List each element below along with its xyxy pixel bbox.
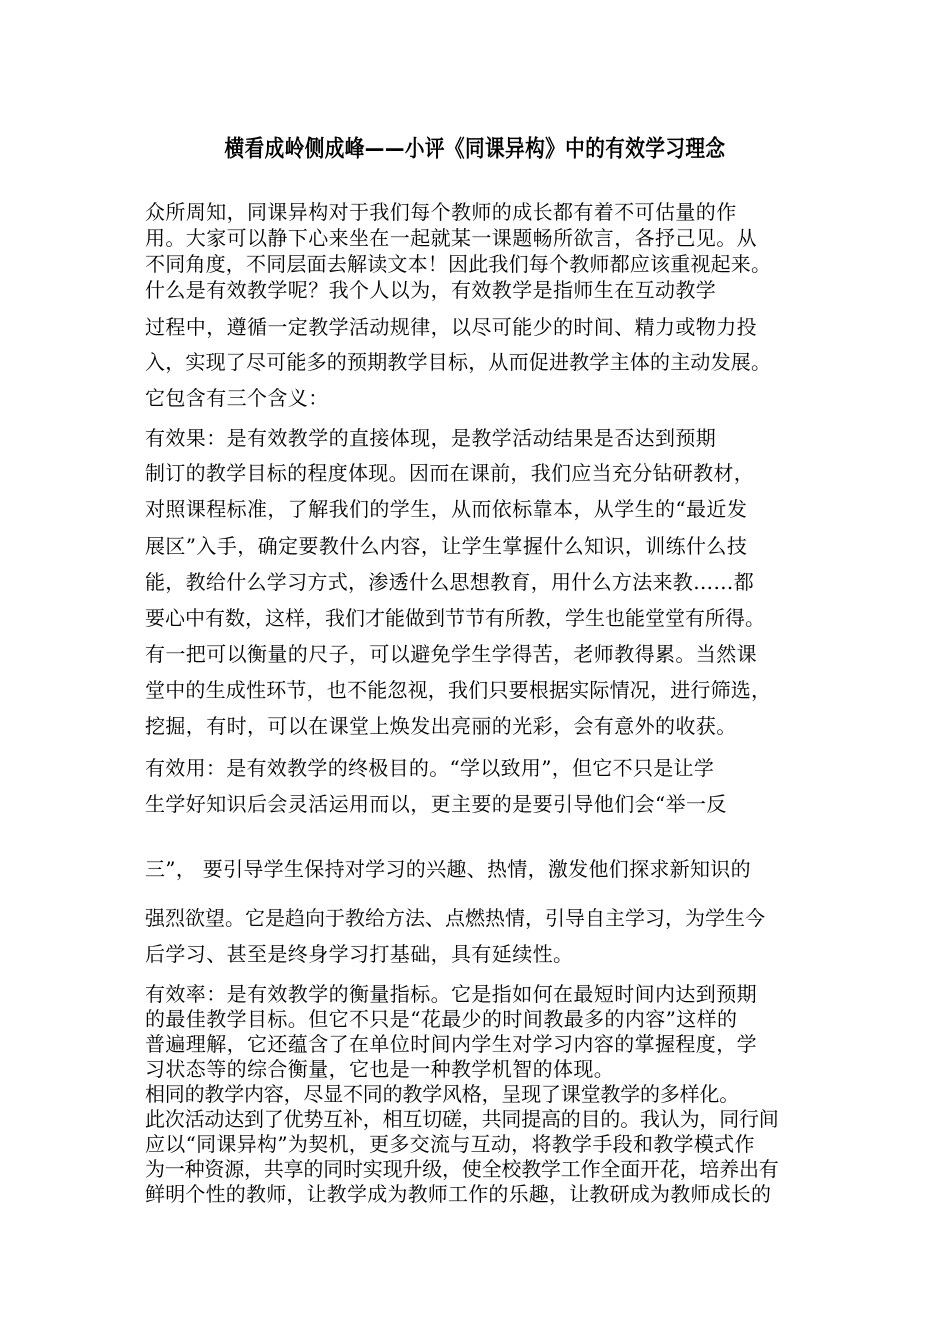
paragraph-line: 展区”入手，确定要教什么内容，让学生掌握什么知识，训练什么技 xyxy=(145,534,748,558)
paragraph-line: 挖掘，有时，可以在课堂上焕发出亮丽的光彩，会有意外的收获。 xyxy=(145,714,737,738)
paragraph-line: 堂中的生成性环节，也不能忽视，我们只要根据实际情况，进行筛选， xyxy=(145,678,772,702)
paragraph-line: 众所周知，同课异构对于我们每个教师的成长都有着不可估量的作 xyxy=(145,200,737,224)
paragraph-line: 为一种资源，共享的同时实现升级，使全校教学工作全面开花，培养出有 xyxy=(145,1157,779,1181)
paragraph-line: 普遍理解，它还蕴含了在单位时间内学生对学习内容的掌握程度，学 xyxy=(145,1032,757,1056)
paragraph-line: 不同角度，不同层面去解读文本！因此我们每个教师都应该重视起来。 xyxy=(145,252,772,276)
paragraph-line: 三”， 要引导学生保持对学习的兴趣、热情，激发他们探求新知识的 xyxy=(145,857,751,881)
paragraph-line: 有效用：是有效教学的终极目的。“学以致用”，但它不只是让学 xyxy=(145,756,715,780)
paragraph-line: 鲜明个性的教师，让教学成为教师工作的乐趣，让教研成为教师成长的 xyxy=(145,1182,772,1206)
paragraph-line: 入，实现了尽可能多的预期教学目标，从而促进教学主体的主动发展。 xyxy=(145,350,772,374)
paragraph-line: 相同的教学内容，尽显不同的教学风格，呈现了课堂教学的多样化。 xyxy=(145,1082,739,1106)
paragraph-line: 它包含有三个含义： xyxy=(145,386,329,410)
paragraph-line: 用。大家可以静下心来坐在一起就某一课题畅所欲言，各抒己见。从 xyxy=(145,226,757,250)
paragraph-line: 能，教给什么学习方式，渗透什么思想教育，用什么方法来教……都 xyxy=(145,570,754,594)
paragraph-line: 后学习、甚至是终身学习打基础，具有延续性。 xyxy=(145,942,574,966)
paragraph-line: 的最佳教学目标。但它不只是“花最少的时间教最多的内容”这样的 xyxy=(145,1007,738,1031)
paragraph-line: 过程中，遵循一定教学活动规律，以尽可能少的时间、精力或物力投 xyxy=(145,315,757,339)
paragraph-line: 制订的教学目标的程度体现。因而在课前，我们应当充分钻研教材， xyxy=(145,461,754,485)
paragraph-line: 什么是有效教学呢？我个人以为，有效教学是指师生在互动教学 xyxy=(145,278,717,302)
paragraph-line: 此次活动达到了优势互补，相互切磋，共同提高的目的。我认为，同行间 xyxy=(145,1107,779,1131)
paragraph-line: 强烈欲望。它是趋向于教给方法、点燃热情，引导自主学习，为学生今 xyxy=(145,906,765,930)
paragraph-line: 生学好知识后会灵活运用而以，更主要的是要引导他们会“举一反 xyxy=(145,792,727,816)
paragraph-line: 习状态等的综合衡量，它也是一种教学机智的体现。 xyxy=(145,1057,615,1081)
paragraph-line: 有效果：是有效教学的直接体现，是教学活动结果是否达到预期 xyxy=(145,426,717,450)
paragraph-line: 有效率：是有效教学的衡量指标。它是指如何在最短时间内达到预期 xyxy=(145,982,757,1006)
paragraph-line: 应以“同课异构”为契机，更多交流与互动，将教学手段和教学模式作 xyxy=(145,1132,755,1156)
paragraph-line: 要心中有数，这样，我们才能做到节节有所教，学生也能堂堂有所得。 xyxy=(145,606,765,630)
paragraph-line: 有一把可以衡量的尺子，可以避免学生学得苦，老师教得累。当然课 xyxy=(145,642,757,666)
paragraph-line: 对照课程标准，了解我们的学生，从而依标靠本，从学生的“最近发 xyxy=(145,497,748,521)
document-title: 横看成岭侧成峰——小评《同课异构》中的有效学习理念 xyxy=(224,135,726,162)
